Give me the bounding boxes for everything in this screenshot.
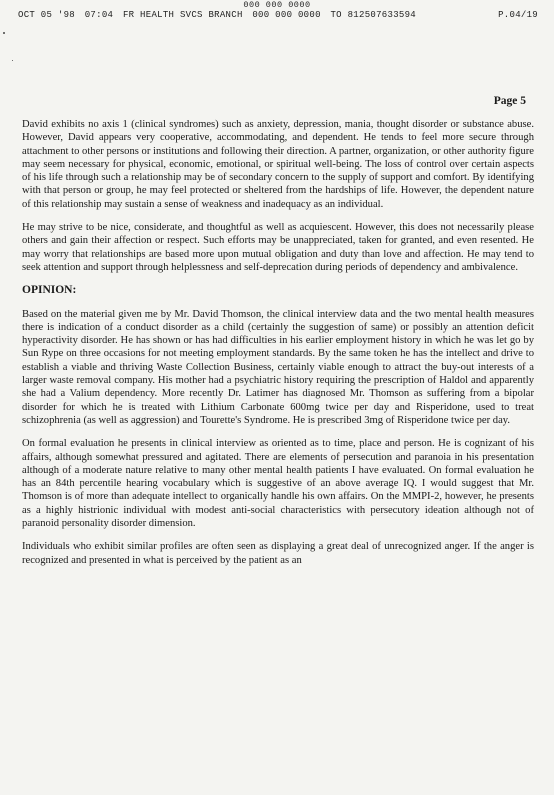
fax-from-number: 000 000 0000 <box>252 10 321 20</box>
fax-top-code: 000 000 0000 <box>243 0 311 10</box>
fax-page: P.04/19 <box>498 10 538 20</box>
section-heading: OPINION: <box>22 284 77 297</box>
document-body <box>22 118 534 577</box>
page-number: Page 5 <box>493 95 526 107</box>
scan-speck <box>12 60 13 61</box>
fax-header <box>18 10 538 20</box>
paragraph: Based on the material given me by Mr. David Thomson, the clinical interview data and the two mental health measures there is indication of a conduct disorder as a child (certainly the suggestion of same) or possibly an attention deficit hyperactivity disorder. He has shown or has had difficulties in his earlier employment history in which he was let go by Sun Rype on three occasions for not meeting employment standards. By the same token he has the intellect and drive to establish a viable and thriving Waste Collection Business, certainly viable enough to attract the buy-out interests of a larger waste removal company. His mother had a psychiatric history requiring the prescription of Haldol and apparently she had a Valium dependency. More recently Dr. Latimer has diagnosed Mr. Thomson as suffering from a bipolar disorder for which he is treated with Lithium Carbonate 600mg twice per day and Risperidone, used to treat schizophrenia (as well as aggression) and Tourette's Syndrome. He is prescribed 3mg of Risperidone twice per day. <box>22 308 534 426</box>
paragraph: He may strive to be nice, considerate, and thoughtful as well as acquiescent. However, this does not necessarily please others and gain their affection or respect. Such efforts may be unappreciated, taken for granted, and even resented. He may worry that relationships are based more upon mutual obligation and duty than love and affection. He may tend to seek attention and support through helplessness and self-deprecation during periods of dependency and ambivalence. <box>22 222 534 273</box>
fax-date: OCT 05 '98 <box>18 10 76 20</box>
scan-speck <box>3 32 5 34</box>
paragraph: Individuals who exhibit similar profiles are often seen as displaying a great deal of unrecognized anger. If the anger is recognized and presented in what is perceived by the patient as an <box>22 541 534 566</box>
fax-to: TO 812507633594 <box>330 10 416 20</box>
paragraph: On formal evaluation he presents in clinical interview as oriented as to time, place and person. He is cognizant of his affairs, although somewhat pressured and agitated. There are elements of persecution and paranoia in his presentation although of a moderate nature relative to many other mental health patients I have evaluated. On formal evaluation he has an 84th percentile hearing vocabulary which is suggestive of an above average IQ. I would suggest that Mr. Thomson is of more than adequate intellect to organically handle his own affairs. On the MMPI-2, however, he presents as a highly histrionic individual with modest anti-social characteristics with persecutory ideation although not of paranoid personality disorder dimension. <box>22 438 534 530</box>
fax-time: 07:04 <box>84 10 114 20</box>
fax-header-left <box>18 10 420 20</box>
paragraph: David exhibits no axis 1 (clinical syndromes) such as anxiety, depression, mania, thought disorder or substance abuse. However, David appears very cooperative, accommodating, and dependent. He tends to feel more secure through attachment to other persons or institutions and following their direction. A partner, organization, or other authority figure may seem necessary for physical, economic, emotional, or spiritual well-being. The loss of control over certain aspects of his life through such a relationship may be of secondary concern to the supply of support and comfort. By identifying with that person or group, he may feel protected or sheltered from the hardships of life. However, the dependent nature of this relationship may sustain a sense of weakness and inadequacy as an individual. <box>22 119 534 210</box>
fax-from: FR HEALTH SVCS BRANCH <box>122 10 243 20</box>
